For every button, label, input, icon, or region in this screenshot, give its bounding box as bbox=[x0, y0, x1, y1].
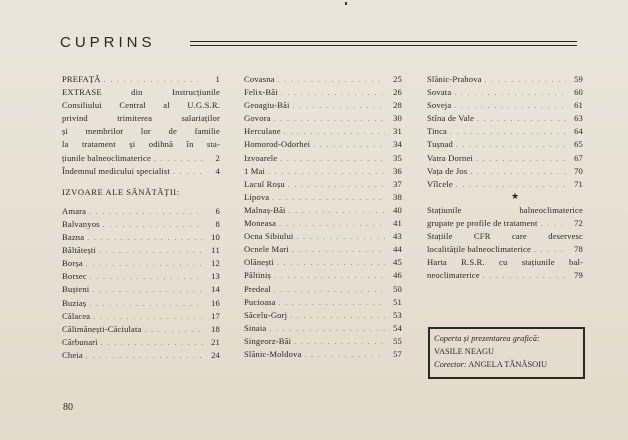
toc-entry-page: 50 bbox=[393, 283, 402, 294]
toc-entry-name: Lipova bbox=[244, 191, 270, 202]
toc-entry bbox=[244, 243, 402, 256]
toc-entry-name: Izvoarele bbox=[244, 152, 278, 163]
toc-entry-name: Borșa bbox=[62, 258, 83, 269]
toc-entry-line: Stațiile CFR care deservesc bbox=[427, 231, 583, 242]
title-rule-thin bbox=[190, 45, 577, 46]
toc-entry-name: Îndemnul medicului specialist bbox=[62, 165, 170, 176]
toc-entry-page: 79 bbox=[574, 270, 583, 281]
toc-entry-name: Herculane bbox=[244, 126, 281, 137]
toc-entry bbox=[427, 99, 583, 112]
star-ornament: ★ bbox=[510, 191, 520, 202]
toc-entry-page: 43 bbox=[393, 231, 402, 242]
toc-entry bbox=[62, 244, 220, 257]
toc-entry bbox=[244, 165, 402, 178]
toc-entry-name: țiunile balneoclimaterice bbox=[62, 152, 151, 163]
toc-entry bbox=[427, 125, 583, 138]
toc-entry bbox=[244, 230, 402, 243]
credits-box bbox=[428, 327, 585, 379]
leader-dots bbox=[104, 74, 203, 87]
toc-entry bbox=[62, 310, 220, 323]
toc-entry-page: 55 bbox=[393, 335, 402, 346]
toc-entry-page: 4 bbox=[215, 165, 220, 176]
toc-entry-name: Pucioasa bbox=[244, 296, 276, 307]
leader-dots bbox=[456, 179, 566, 192]
toc-entry-page: 18 bbox=[211, 323, 220, 334]
toc-column-1 bbox=[62, 73, 220, 362]
toc-entry-name: Cărbunari bbox=[62, 336, 98, 347]
toc-entry bbox=[427, 73, 583, 86]
title-rule-thick bbox=[190, 41, 577, 42]
toc-entry-line: Stațiunile balneoclimaterice bbox=[427, 204, 583, 215]
toc-entry bbox=[244, 86, 402, 99]
toc-list bbox=[62, 205, 220, 362]
toc-entry bbox=[62, 257, 220, 270]
toc-entry-page: 31 bbox=[393, 126, 402, 137]
toc-entry bbox=[62, 231, 220, 244]
toc-entry-name: Tinca bbox=[427, 126, 448, 137]
toc-entry-page: 46 bbox=[393, 270, 402, 281]
toc-list bbox=[244, 73, 402, 361]
toc-entry-page: 57 bbox=[393, 348, 402, 359]
toc-entry-line: EXTRASE din Instrucțiunile bbox=[62, 87, 220, 98]
toc-entry-name: Călacea bbox=[62, 310, 91, 321]
leader-dots bbox=[483, 270, 566, 283]
toc-entry-page: 12 bbox=[211, 258, 220, 269]
toc-entry bbox=[62, 323, 220, 336]
toc-entry-page: 30 bbox=[393, 113, 402, 124]
toc-entry-name: Bazna bbox=[62, 232, 85, 243]
toc-entry bbox=[244, 269, 402, 282]
toc-entry bbox=[62, 152, 220, 165]
toc-entry bbox=[62, 297, 220, 310]
toc-entry-page: 72 bbox=[574, 217, 583, 228]
toc-entry-name: Cheia bbox=[62, 349, 83, 360]
toc-entry-page: 53 bbox=[393, 309, 402, 320]
toc-entry bbox=[244, 138, 402, 151]
toc-entry-name: Vîlcele bbox=[427, 178, 453, 189]
toc-entry-name: Băltătești bbox=[62, 245, 96, 256]
toc-entry-page: 65 bbox=[574, 139, 583, 150]
leader-dots bbox=[541, 218, 566, 231]
toc-entry-line: privind trimiterea salariaților bbox=[62, 113, 220, 124]
toc-entry bbox=[62, 73, 220, 86]
toc-entry bbox=[244, 348, 402, 361]
toc-entry bbox=[244, 112, 402, 125]
toc-entry-name: Săcelu-Gorj bbox=[244, 309, 288, 320]
toc-entry bbox=[62, 349, 220, 362]
toc-entry-line: Harta R.S.R. cu stațiunile bal- bbox=[427, 257, 583, 268]
toc-entry-name: Bușteni bbox=[62, 284, 90, 295]
toc-entry bbox=[62, 283, 220, 296]
toc-entry-name: Păltiniș bbox=[244, 270, 271, 281]
toc-entry bbox=[244, 309, 402, 322]
toc-entry-name: Borsec bbox=[62, 271, 87, 282]
toc-entry bbox=[427, 138, 583, 151]
toc-list bbox=[427, 73, 583, 191]
toc-entry-page: 2 bbox=[215, 152, 220, 163]
toc-entry bbox=[244, 204, 402, 217]
toc-entry-name: Felix-Băi bbox=[244, 87, 278, 98]
toc-entry-page: 6 bbox=[215, 205, 220, 216]
toc-entry bbox=[244, 335, 402, 348]
corrector-label: Corector: bbox=[434, 360, 467, 369]
leader-dots bbox=[86, 350, 203, 363]
toc-entry bbox=[62, 218, 220, 231]
toc-entry-page: 59 bbox=[574, 74, 583, 84]
corrector-name: ANGELA TĂNĂSOIU bbox=[468, 360, 548, 369]
toc-entry-page: 78 bbox=[574, 244, 583, 255]
toc-entry-page: 37 bbox=[393, 178, 402, 189]
toc-entry-name: Ocna Sibiului bbox=[244, 231, 294, 242]
toc-entry-page: 34 bbox=[393, 139, 402, 150]
toc-column-3 bbox=[427, 73, 583, 282]
toc-entry bbox=[244, 191, 402, 204]
toc-entry-name: grupate pe profile de tratament bbox=[427, 217, 538, 228]
toc-entry-name: Homorod-Odorhei bbox=[244, 139, 311, 150]
toc-entry-page: 1 bbox=[215, 74, 220, 84]
toc-entry-name: Balvanyos bbox=[62, 218, 100, 229]
toc-entry-name: Soveja bbox=[427, 100, 452, 111]
toc-entry bbox=[427, 178, 583, 191]
toc-entry bbox=[244, 296, 402, 309]
toc-entry-name: Buziaș bbox=[62, 297, 87, 308]
cover-credit-name: VASILE NEAGU bbox=[434, 347, 495, 356]
toc-entry-page: 10 bbox=[211, 232, 220, 243]
toc-entry-page: 70 bbox=[574, 165, 583, 176]
toc-entry bbox=[62, 205, 220, 218]
toc-entry-name: Slănic-Prahova bbox=[427, 74, 482, 84]
toc-entry bbox=[427, 152, 583, 165]
toc-entry-name: Singeorz-Băi bbox=[244, 335, 292, 346]
toc-entry bbox=[244, 217, 402, 230]
toc-entry-page: 28 bbox=[393, 100, 402, 111]
section-heading: IZVOARE ALE SĂNĂTĂȚII: bbox=[62, 186, 180, 197]
toc-entry-page: 16 bbox=[211, 297, 220, 308]
toc-entry bbox=[62, 336, 220, 349]
toc-entry-line: și membrilor lor de familie bbox=[62, 126, 220, 137]
toc-entry bbox=[427, 86, 583, 99]
toc-entry-name: Govora bbox=[244, 113, 271, 124]
cover-credit-label: Coperta și prezentarea grafică: bbox=[434, 334, 540, 343]
toc-entry-page: 8 bbox=[215, 218, 220, 229]
toc-entry-name: Vața de Jos bbox=[427, 165, 468, 176]
toc-entry-name: Tușnad bbox=[427, 139, 453, 150]
toc-entry-name: Stîna de Vale bbox=[427, 113, 475, 124]
toc-entry-page: 17 bbox=[211, 310, 220, 321]
toc-entry-name: Amara bbox=[62, 205, 87, 216]
corrector-credit bbox=[430, 358, 583, 371]
toc-entry-page: 67 bbox=[574, 152, 583, 163]
toc-entry bbox=[427, 112, 583, 125]
toc-entry bbox=[244, 256, 402, 269]
toc-entry-name: Ocnele Mari bbox=[244, 244, 289, 255]
toc-entry-page: 24 bbox=[211, 349, 220, 360]
toc-entry-name: Olănești bbox=[244, 257, 274, 268]
toc-entry-name: Vatra Dornei bbox=[427, 152, 473, 163]
toc-entry bbox=[427, 165, 583, 178]
toc-entry-page: 38 bbox=[393, 191, 402, 202]
toc-entry bbox=[62, 270, 220, 283]
toc-entry-page: 45 bbox=[393, 257, 402, 268]
page-title: CUPRINS bbox=[60, 34, 156, 51]
toc-entry-name: Călimănești-Căciulata bbox=[62, 323, 142, 334]
toc-entry-name: Covasna bbox=[244, 74, 275, 84]
toc-entry bbox=[244, 152, 402, 165]
toc-entry-line: Consiliului Central al U.G.S.R. bbox=[62, 100, 220, 111]
toc-entry-name: Geoagiu-Băi bbox=[244, 100, 290, 111]
toc-entry-page: 26 bbox=[393, 87, 402, 98]
toc-entry-name: Slănic-Moldova bbox=[244, 348, 302, 359]
toc-entry-name: Malnaș-Băi bbox=[244, 204, 286, 215]
toc-entry-name: 1 Mai bbox=[244, 165, 266, 176]
toc-entry bbox=[427, 269, 583, 282]
toc-entry-page: 44 bbox=[393, 244, 402, 255]
toc-entry-page: 54 bbox=[393, 322, 402, 333]
toc-entry bbox=[427, 217, 583, 230]
toc-entry-page: 21 bbox=[211, 336, 220, 347]
toc-entry-page: 11 bbox=[211, 245, 220, 256]
toc-entry bbox=[244, 283, 402, 296]
toc-entry-page: 51 bbox=[393, 296, 402, 307]
toc-entry bbox=[244, 322, 402, 335]
toc-entry bbox=[244, 125, 402, 138]
page-number: 80 bbox=[63, 402, 73, 413]
toc-entry-name: Moneasa bbox=[244, 218, 277, 229]
toc-entry-page: 64 bbox=[574, 126, 583, 137]
toc-entry-name: neoclimaterice bbox=[427, 270, 480, 281]
toc-entry-name: localitățile balneoclimaterice bbox=[427, 244, 531, 255]
toc-entry bbox=[244, 99, 402, 112]
page-edge-mark bbox=[345, 2, 347, 5]
toc-entry-page: 40 bbox=[393, 204, 402, 215]
toc-entry-page: 71 bbox=[574, 178, 583, 189]
toc-entry bbox=[427, 243, 583, 256]
toc-entry-name: Sovata bbox=[427, 87, 452, 98]
toc-entry-line: la tratament și odihnă în sta- bbox=[62, 139, 220, 150]
toc-entry-name: Lacul Roșu bbox=[244, 178, 285, 189]
toc-entry-page: 35 bbox=[393, 152, 402, 163]
toc-entry-page: 14 bbox=[211, 284, 220, 295]
toc-entry-page: 63 bbox=[574, 113, 583, 124]
leader-dots bbox=[304, 349, 385, 362]
toc-entry-name: Sinaia bbox=[244, 322, 267, 333]
toc-entry-page: 36 bbox=[393, 165, 402, 176]
toc-entry-page: 25 bbox=[393, 74, 402, 84]
toc-entry-page: 61 bbox=[574, 100, 583, 111]
toc-column-2 bbox=[244, 73, 402, 361]
toc-entry bbox=[244, 73, 402, 86]
toc-entry-page: 41 bbox=[393, 218, 402, 229]
toc-entry-page: 13 bbox=[211, 271, 220, 282]
toc-entry bbox=[62, 165, 220, 178]
toc-entry-name: Predeal bbox=[244, 283, 271, 294]
leader-dots bbox=[173, 166, 203, 179]
toc-entry-name: PREFAȚĂ bbox=[62, 74, 101, 84]
toc-entry-page: 60 bbox=[574, 87, 583, 98]
toc-entry bbox=[244, 178, 402, 191]
leader-dots bbox=[534, 244, 566, 257]
